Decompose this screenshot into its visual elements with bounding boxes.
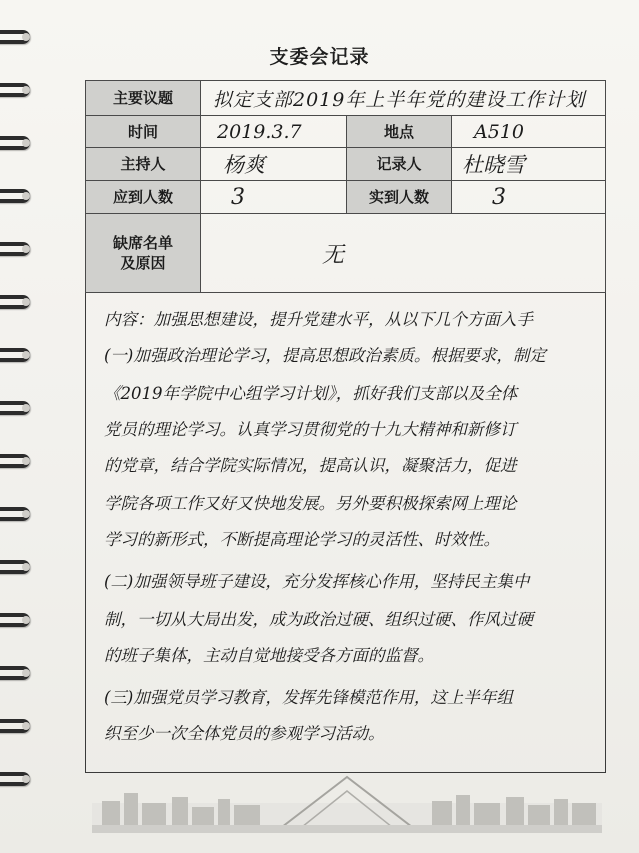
content-line: 学习的新形式，不断提高理论学习的灵活性、时效性。 xyxy=(104,530,500,549)
campus-skyline-graphic xyxy=(92,773,602,833)
host-label: 主持人 xyxy=(85,147,201,181)
binding-hole xyxy=(22,563,30,571)
place-label: 地点 xyxy=(346,115,452,148)
binding-hole xyxy=(22,86,30,94)
time-value: 2019.3.7 xyxy=(200,115,347,148)
binding-hole xyxy=(22,245,30,253)
place-value: A510 xyxy=(451,115,606,148)
content-line: 党员的理论学习。认真学习贯彻党的十九大精神和新修订 xyxy=(104,420,517,439)
binding-hole xyxy=(22,775,30,783)
expected-value: 3 xyxy=(200,180,347,214)
binding-hole xyxy=(22,510,30,518)
content-line: 的党章，结合学院实际情况，提高认识，凝聚活力，促进 xyxy=(104,456,517,475)
host-value: 杨爽 xyxy=(200,147,347,181)
binding-hole xyxy=(22,669,30,677)
content-line: 《2019年学院中心组学习计划》，抓好我们支部以及全体 xyxy=(104,384,518,403)
binding-hole xyxy=(22,722,30,730)
spiral-binding xyxy=(0,0,40,853)
time-label: 时间 xyxy=(85,115,201,148)
absent-value: 无 xyxy=(200,213,606,293)
topic-label: 主要议题 xyxy=(85,80,201,116)
content-line: 织至少一次全体党员的参观学习活动。 xyxy=(104,724,385,743)
page-title: 支委会记录 xyxy=(269,46,370,68)
recorder-value: 杜晓雪 xyxy=(451,147,606,181)
topic-value: 拟定支部2019年上半年党的建设工作计划 xyxy=(200,80,606,116)
expected-label: 应到人数 xyxy=(85,180,201,214)
actual-value: 3 xyxy=(451,180,606,214)
content-line: 的班子集体，主动自觉地接受各方面的监督。 xyxy=(104,646,434,665)
recorder-label: 记录人 xyxy=(346,147,452,181)
binding-hole xyxy=(22,33,30,41)
content-line: (一)加强政治理论学习，提高思想政治素质。根据要求，制定 xyxy=(104,346,546,365)
binding-hole xyxy=(22,457,30,465)
binding-hole xyxy=(22,139,30,147)
content-line: (三)加强党员学习教育，发挥先锋模范作用，这上半年组 xyxy=(104,688,513,707)
actual-label: 实到人数 xyxy=(346,180,452,214)
binding-hole xyxy=(22,616,30,624)
binding-hole xyxy=(22,192,30,200)
content-line: 内容：加强思想建设，提升党建水平，从以下几个方面入手 xyxy=(104,310,533,329)
content-line: (二)加强领导班子建设，充分发挥核心作用，坚持民主集中 xyxy=(104,572,530,591)
binding-hole xyxy=(22,404,30,412)
binding-hole xyxy=(22,298,30,306)
absent-label: 缺席名单 及原因 xyxy=(85,213,201,293)
content-line: 学院各项工作又好又快地发展。另外要积极探索网上理论 xyxy=(104,494,517,513)
binding-hole xyxy=(22,351,30,359)
content-line: 制，一切从大局出发，成为政治过硬、组织过硬、作风过硬 xyxy=(104,610,533,629)
